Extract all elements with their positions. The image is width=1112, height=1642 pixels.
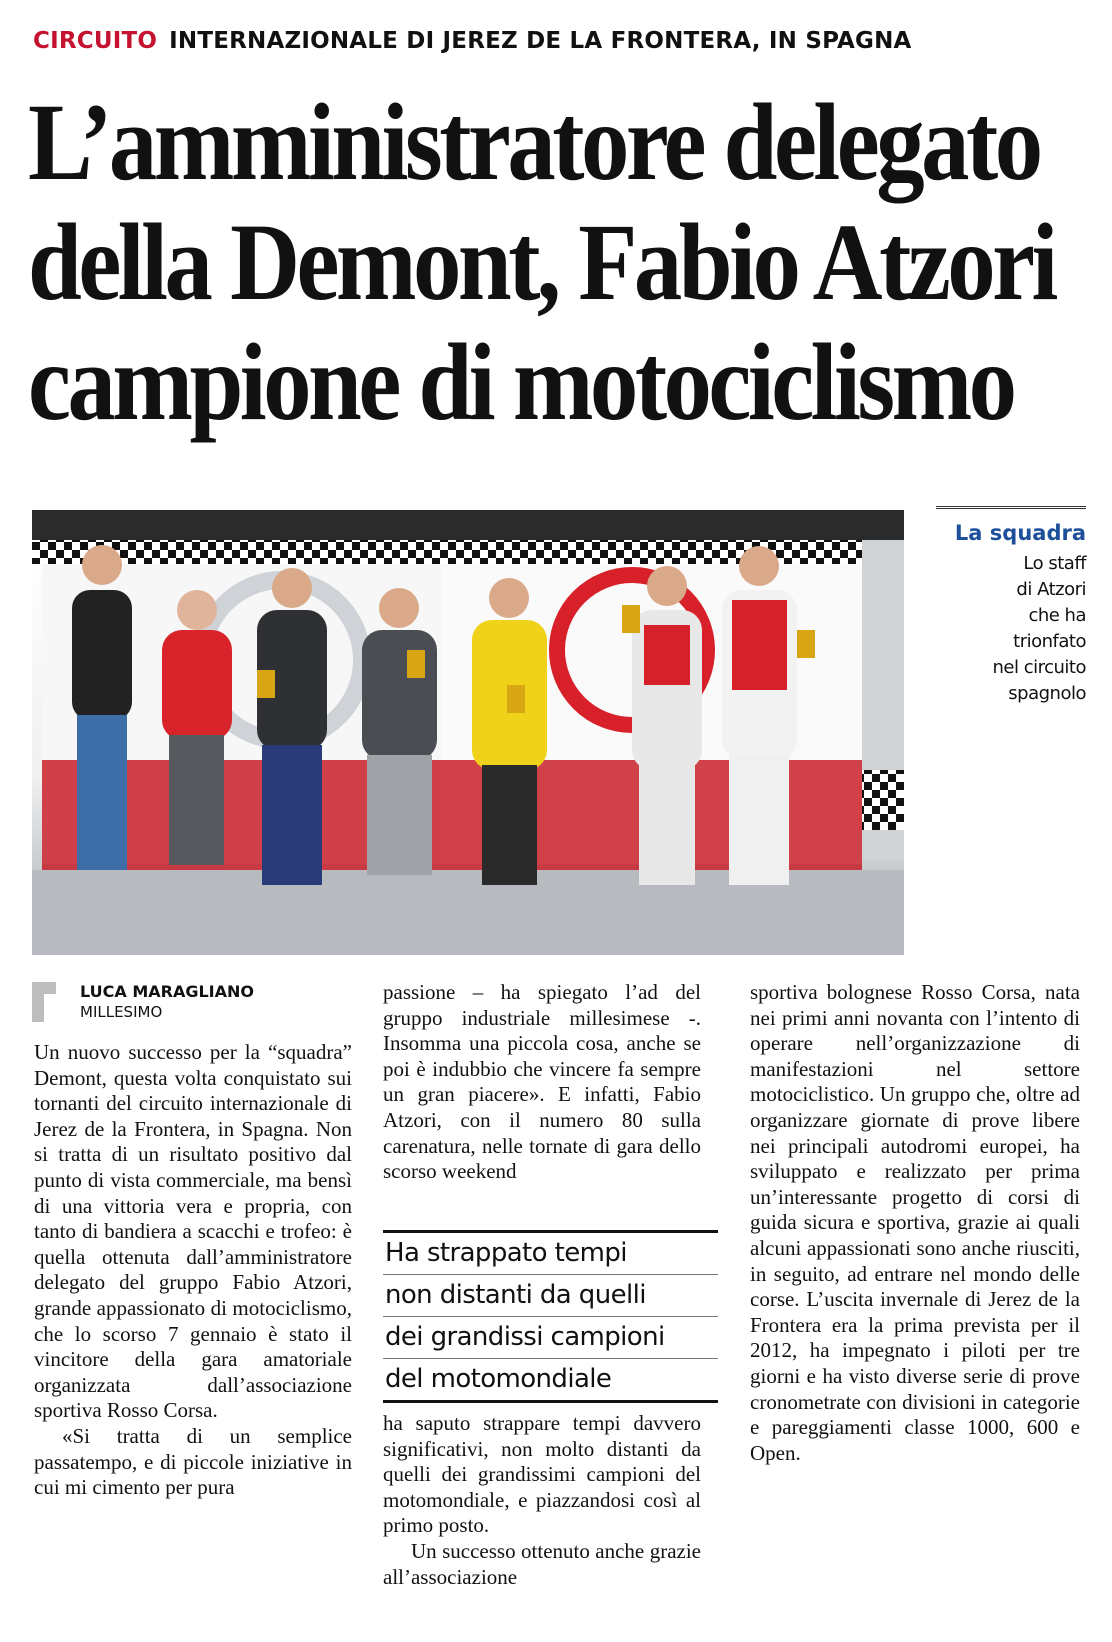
pullquote-line: dei grandissi campioni	[383, 1317, 718, 1359]
headline	[28, 81, 1055, 443]
article-paragraph: sportiva bolognese Rosso Corsa, nata nei primi anni novanta con l’intento di operare nell’organizzazione di manifestazioni nel settore motociclistico. Un gruppo che, oltre ad organizzare giornate di prove libere nei principali autodromi europei, ha sviluppato e realizzato per prima un’interessante progetto di corsi di guida sicura e sportiva, grazie ai quali alcuni appassionati sono anche riusciti, in seguito, ad entrare nel mondo delle corse. L’uscita invernale di Jerez de la Frontera era la prima prevista per il 2012, ha impegnato i piloti per tre giorni e ha visto diverse serie di prove cronometrate con divisioni in categorie e pareggiamenti classe 1000, 600 e Open.	[750, 980, 1080, 1465]
person-1-legs	[77, 715, 127, 870]
pullquote-line: Ha strappato tempi	[383, 1233, 718, 1275]
caption-text	[936, 551, 1086, 707]
headline-line-3: campione di motociclismo	[28, 321, 1014, 443]
person-2-torso	[162, 630, 232, 740]
team-photo-illustration	[32, 510, 904, 955]
kicker-section: CIRCUITO	[33, 28, 158, 54]
article-column-3	[750, 980, 1080, 1466]
caption-line: spagnolo	[1008, 683, 1086, 704]
caption-line: di Atzori	[1016, 579, 1086, 600]
headline-line-2: della Demont, Fabio Atzori	[28, 201, 1055, 323]
team-photo	[32, 510, 904, 955]
kicker-text: INTERNAZIONALE DI JEREZ DE LA FRONTERA, IN SPAGNA	[169, 28, 912, 54]
person-1-torso	[72, 590, 132, 720]
article-paragraph: Un nuovo successo per la “squadra” Demont, questa volta conquistato sui tornanti del circuito internazionale di Jerez de la Frontera, in Spagna. Non si tratta di un risultato positivo dal punto di vista commerciale, ma bensì di una vittoria vera e propria, con tanto di bandiera a scacchi e trofeo: è quella ottenuta dall’amministratore delegato del gruppo Fabio Atzori, grande appassionato di motociclismo, che lo scorso 7 gennaio è stato il vincitore della gara amatoriale organizzata dall’associazione sportiva Rosso Corsa.	[34, 1040, 352, 1423]
kicker	[33, 28, 1083, 54]
photo-caption	[936, 506, 1086, 707]
headline-line-1: L’amministratore delegato	[28, 81, 1040, 203]
pullquote-line: del motomondiale	[385, 1364, 612, 1394]
caption-line: Lo staff	[1023, 553, 1086, 574]
person-4-torso	[362, 630, 437, 760]
caption-line: che ha	[1028, 605, 1086, 626]
caption-title: La squadra	[954, 521, 1086, 545]
byline-corner-mark	[32, 982, 56, 1022]
article-paragraph: Un successo ottenuto anche grazie all’associazione	[383, 1538, 701, 1589]
article-column-2-bottom	[383, 1411, 701, 1590]
pullquote	[383, 1230, 718, 1403]
article-paragraph: «Si tratta di un semplice passatempo, e di piccole iniziative in cui mi cimento per pura	[34, 1423, 352, 1500]
article-paragraph: passione – ha spiegato l’ad del gruppo industriale millesimese -. Insomma una piccola cosa, anche se poi è indubbio che vincere fa sempre un gran piacere». E infatti, Fabio Atzori, con il numero 80 sulla carenatura, nelle tornate di gara dello scorso weekend	[383, 980, 701, 1184]
article-column-2-top	[383, 980, 701, 1185]
byline-place: MILLESIMO	[80, 1003, 163, 1021]
pit-checker	[862, 770, 904, 830]
byline-author: LUCA MARAGLIANO	[80, 982, 254, 1001]
article-column-1	[34, 1040, 352, 1501]
top-tent-strip	[32, 510, 904, 540]
caption-line: trionfato	[1013, 631, 1086, 652]
article-paragraph: ha saputo strappare tempi davvero significativi, non molto distanti da quelli dei grandissimi campioni del motomondiale, e piazzandosi così al primo posto.	[383, 1411, 701, 1538]
caption-line: nel circuito	[992, 657, 1086, 678]
pullquote-line: non distanti da quelli	[383, 1275, 718, 1317]
